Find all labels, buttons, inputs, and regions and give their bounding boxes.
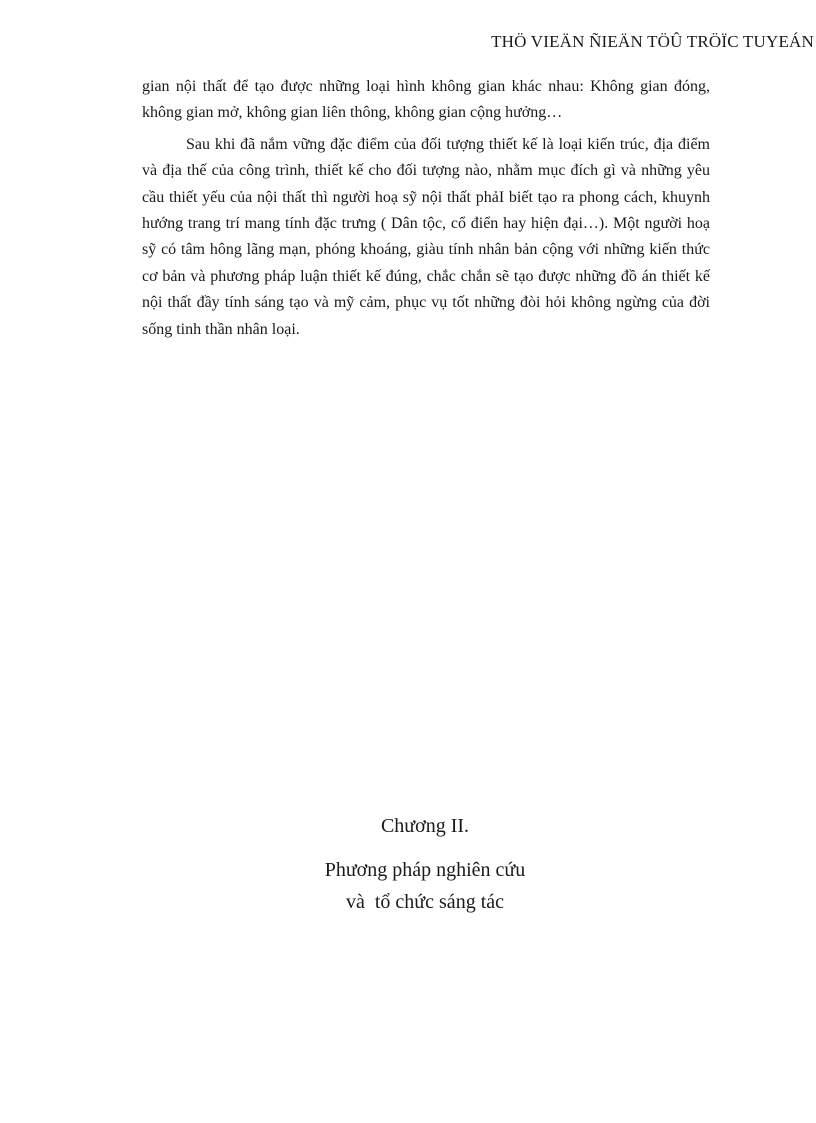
chapter-subtitle-line-1: Phương pháp nghiên cứu — [324, 859, 526, 881]
page-header: THÖ VIEÄN ÑIEÄN TÖÛ TRÖÏC TUYEÁN — [491, 32, 814, 51]
chapter-title: Chương II. — [380, 815, 470, 837]
paragraph-continuation: gian nội thất để tạo được những loại hình không gian khác nhau: Không gian đóng, không gian mở, không gian liên thông, không gian cộng hưởng… — [142, 78, 710, 122]
body-text — [142, 74, 710, 343]
chapter-subtitle-line-2: và tổ chức sáng tác — [346, 891, 504, 913]
paragraph-main: Sau khi đã nắm vững đặc điểm của đối tượng thiết kế là loại kiến trúc, địa điểm và địa thế của công trình, thiết kế cho đối tượng nào, nhằm mục đích gì và những yêu cầu thiết yếu của nội thất thì người hoạ sỹ nội thất phảI biết tạo ra phong cách, khuynh hướng trang trí mang tính đặc trưng ( Dân tộc, cổ điển hay hiện đại…). Một người hoạ sỹ có tâm hông lãng mạn, phóng khoáng, giàu tính nhân bản cộng với những kiến thức cơ bản và phương pháp luận thiết kế đúng, chắc chắn sẽ tạo được những đồ án thiết kế nội thất đầy tính sáng tạo và mỹ cảm, phục vụ tốt những đòi hỏi không ngừng của đời sống tinh thần nhân loại. — [142, 135, 710, 338]
